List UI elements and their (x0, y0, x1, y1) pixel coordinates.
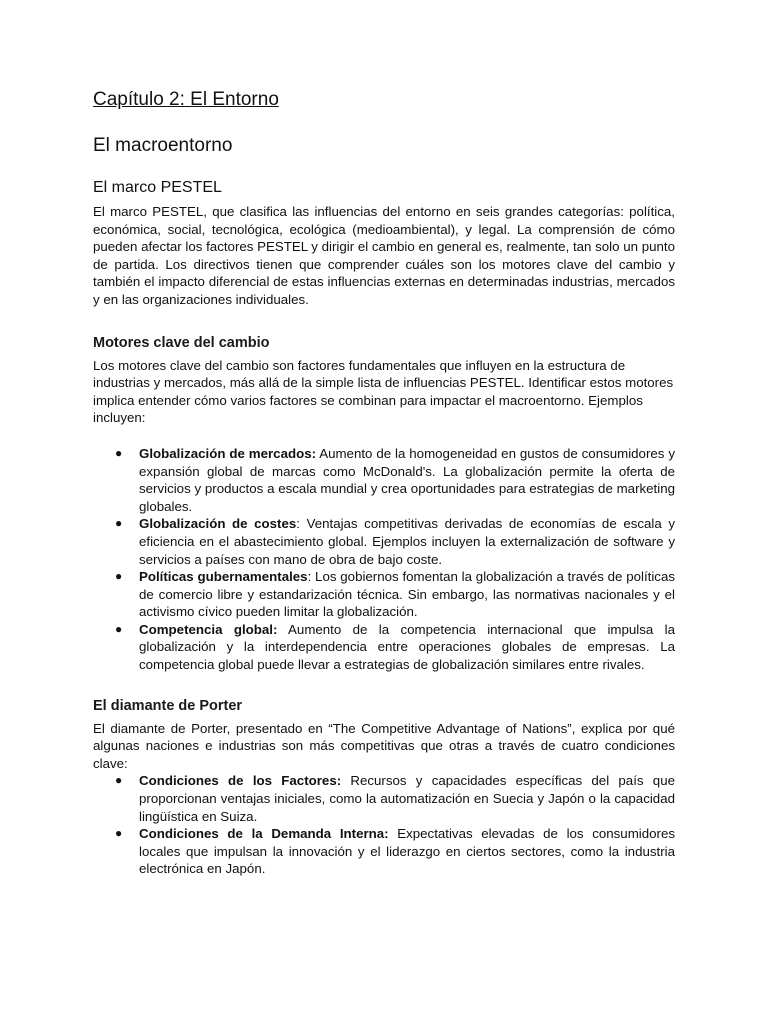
porter-paragraph: El diamante de Porter, presentado en “The Competitive Advantage of Nations”, explica por qué algunas naciones e industrias son más competitivas que otras a través de cuatro condiciones clave: (93, 720, 675, 771)
chapter-title: Capítulo 2: El Entorno (93, 89, 279, 110)
bullet-icon: ● (115, 826, 123, 841)
list-item (93, 515, 675, 568)
list-item (93, 445, 675, 515)
porter-list (93, 772, 675, 878)
drivers-list (93, 445, 675, 674)
list-item-text: Aumento de la competencia internacional que impulsa la globalización y la interdependencia entre operaciones globales de empresas. La competencia global puede llevar a estrategias de globalización similares entre rivales. (139, 621, 675, 673)
list-item-term: Globalización de costes (139, 516, 297, 532)
bullet-icon: ● (115, 516, 123, 531)
list-item-term: Globalización de mercados: (139, 445, 317, 461)
porter-heading: El diamante de Porter (93, 697, 243, 714)
pestel-paragraph: El marco PESTEL, que clasifica las influencias del entorno en seis grandes categorías: política, económica, social, tecnológica, ecológica (medioambiental), y legal. La comprensión de cómo pueden afectar los factores PESTEL y dirigir el cambio en general es, realmente, tan solo un punto de partida. Los directivos tienen que comprender cuáles son los motores clave del cambio y también el impacto diferencial de estas influencias externas en determinadas industrias, mercados y en las organizaciones individuales. (93, 204, 675, 307)
list-item-text: : Los gobiernos fomentan la globalización a través de políticas de comercio libre y estandarización técnica. Sin embargo, las normativas nacionales y el activismo cívico pueden limitar la globalización. (139, 569, 675, 620)
list-item (93, 621, 675, 674)
list-item-term: Políticas gubernamentales (139, 569, 308, 585)
list-item-term: Condiciones de los Factores: (139, 773, 342, 789)
list-item-text: Aumento de la homogeneidad en gustos de consumidores y expansión global de marcas como McDonald's. La globalización permite la oferta de servicios y productos a escala mundial y crea oportunidades para estrategias de marketing globales. (139, 445, 675, 514)
bullet-icon: ● (115, 445, 123, 460)
drivers-heading: Motores clave del cambio (93, 334, 270, 351)
list-item (93, 568, 675, 621)
section-title: El macroentorno (93, 135, 233, 156)
bullet-icon: ● (115, 621, 123, 636)
list-item (93, 772, 675, 825)
bullet-icon: ● (115, 569, 123, 584)
drivers-paragraph: Los motores clave del cambio son factores fundamentales que influyen en la estructura de industrias y mercados, más allá de la simple lista de influencias PESTEL. Identificar estos motores implica entender cómo varios factores se combinan para impactar el macroentorno. Ejemplos incluyen: (93, 357, 674, 426)
list-item-text: Recursos y capacidades específicas del país que proporcionan ventajas iniciales, como la automatización en Suecia y Japón o la capacidad lingüística en Suiza. (139, 773, 675, 824)
list-item-text: : Ventajas competitivas derivadas de economías de escala y eficiencia en el abastecimiento global. Ejemplos incluyen la externalización de software y servicios a países con mano de obra de bajo coste. (139, 516, 675, 567)
list-item-term: Competencia global: (139, 621, 278, 637)
list-item-term: Condiciones de la Demanda Interna: (139, 826, 389, 842)
pestel-heading: El marco PESTEL (93, 179, 222, 196)
bullet-icon: ● (115, 773, 123, 788)
list-item-text: Expectativas elevadas de los consumidores locales que impulsan la innovación y el liderazgo en ciertos sectores, como la industria electrónica en Japón. (139, 826, 675, 877)
list-item (93, 825, 675, 878)
